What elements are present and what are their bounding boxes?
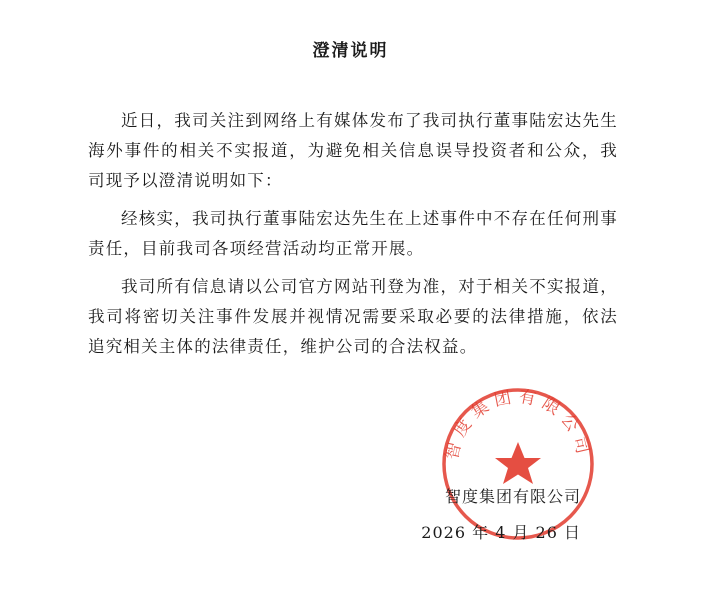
paragraph-1: 近日，我司关注到网络上有媒体发布了我司执行董事陆宏达先生海外事件的相关不实报道，为避免相关信息误导投资者和公众，我司现予以澄清说明如下：	[88, 111, 618, 190]
star-icon	[495, 442, 541, 484]
document-title: 澄清说明	[312, 41, 389, 61]
document-date: 2026 年 4 月 26 日	[421, 523, 581, 542]
document-body	[88, 106, 618, 370]
paragraph-2: 经核实，我司执行董事陆宏达先生在上述事件中不存在任何刑事责任，目前我司各项经营活动均正常开展。	[88, 209, 618, 258]
company-signature: 智度集团有限公司	[444, 487, 581, 506]
paragraph-3: 我司所有信息请以公司官方网站刊登为准，对于相关不实报道，我司将密切关注事件发展并视情况需要采取必要的法律措施，依法追究相关主体的法律责任，维护公司的合法权益。	[88, 277, 618, 356]
seal-text: 智度集团有限公司	[442, 386, 594, 462]
company-seal	[440, 386, 596, 542]
